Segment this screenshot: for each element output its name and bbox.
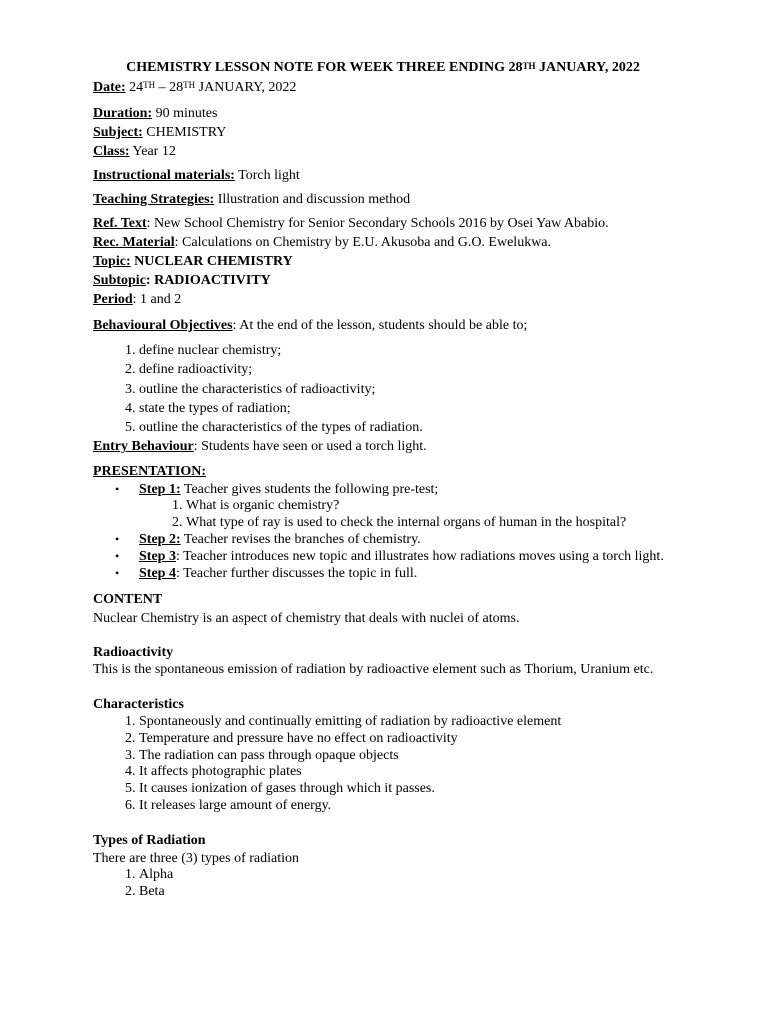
list-item: 4. It affects photographic plates <box>139 764 674 781</box>
date-line: Date: 24TH – 28TH JANUARY, 2022 <box>93 80 297 95</box>
step-item: • Step 1: Teacher gives students the following pre-test; 1. What is organic chemistry? 2. What type of ray is used to check the internal organs of human in the hospital? <box>139 481 674 531</box>
characteristics-heading: Characteristics <box>93 696 184 712</box>
list-item: 2. Beta <box>139 884 674 901</box>
objectives-list <box>93 341 674 437</box>
types-list <box>93 867 674 901</box>
subject-line: Subject: CHEMISTRY <box>93 125 227 140</box>
step-item: • Step 3: Teacher introduces new topic and illustrates how radiations moves using a torch light. <box>115 549 664 565</box>
bullet-icon: • <box>115 566 120 581</box>
bullet-icon: • <box>115 532 120 547</box>
characteristics-list <box>93 714 674 815</box>
radioactivity-heading: Radioactivity <box>93 645 174 661</box>
list-item: 1. What is organic chemistry? <box>186 498 674 515</box>
rec-material-line: Rec. Material: Calculations on Chemistry by E.U. Akusoba and G.O. Ewelukwa. <box>93 235 552 250</box>
list-item: 2. Temperature and pressure have no effect on radioactivity <box>139 731 674 748</box>
subtopic-line: Subtopic: RADIOACTIVITY <box>93 273 271 288</box>
presentation-heading: PRESENTATION: <box>93 464 207 480</box>
strategies-line: Teaching Strategies: Illustration and discussion method <box>93 192 411 207</box>
presentation-steps <box>93 481 674 582</box>
lesson-note <box>93 58 674 900</box>
types-heading: Types of Radiation <box>93 832 206 848</box>
bullet-icon: • <box>115 549 120 564</box>
radioactivity-text: This is the spontaneous emission of radiation by radioactive element such as Thorium, Uranium etc. <box>93 662 654 678</box>
bullet-icon: • <box>115 482 120 497</box>
topic-line: Topic: NUCLEAR CHEMISTRY <box>93 254 293 269</box>
pretest-list <box>139 498 674 531</box>
list-item: 5. It causes ionization of gases through which it passes. <box>139 781 674 798</box>
list-item: 1. Alpha <box>139 867 674 884</box>
list-item: 5. outline the characteristics of the types of radiation. <box>139 418 674 437</box>
list-item: 3. The radiation can pass through opaque objects <box>139 748 674 765</box>
list-item: 3. outline the characteristics of radioactivity; <box>139 380 674 399</box>
types-intro: There are three (3) types of radiation <box>93 850 300 866</box>
ref-text-line: Ref. Text: New School Chemistry for Senior Secondary Schools 2016 by Osei Yaw Ababio. <box>93 216 609 231</box>
content-text: Nuclear Chemistry is an aspect of chemistry that deals with nuclei of atoms. <box>93 611 520 627</box>
materials-line: Instructional materials: Torch light <box>93 168 300 183</box>
document-title: CHEMISTRY LESSON NOTE FOR WEEK THREE ENDING 28TH JANUARY, 2022 <box>126 60 640 75</box>
period-line: Period: 1 and 2 <box>93 292 182 307</box>
duration-line: Duration: 90 minutes <box>93 106 218 121</box>
entry-behaviour-line: Entry Behaviour: Students have seen or used a torch light. <box>93 439 427 455</box>
step-item: • Step 2: Teacher revises the branches of chemistry. <box>115 532 421 548</box>
list-item: 1. define nuclear chemistry; <box>139 341 674 360</box>
objectives-line: Behavioural Objectives: At the end of the lesson, students should be able to; <box>93 318 528 333</box>
class-line: Class: Year 12 <box>93 144 176 159</box>
content-heading: CONTENT <box>93 592 163 608</box>
list-item: 4. state the types of radiation; <box>139 399 674 418</box>
list-item: 2. define radioactivity; <box>139 360 674 379</box>
step-item: • Step 4: Teacher further discusses the topic in full. <box>115 566 418 582</box>
list-item: 6. It releases large amount of energy. <box>139 798 674 815</box>
list-item: 2. What type of ray is used to check the internal organs of human in the hospital? <box>186 515 674 532</box>
list-item: 1. Spontaneously and continually emitting of radiation by radioactive element <box>139 714 674 731</box>
